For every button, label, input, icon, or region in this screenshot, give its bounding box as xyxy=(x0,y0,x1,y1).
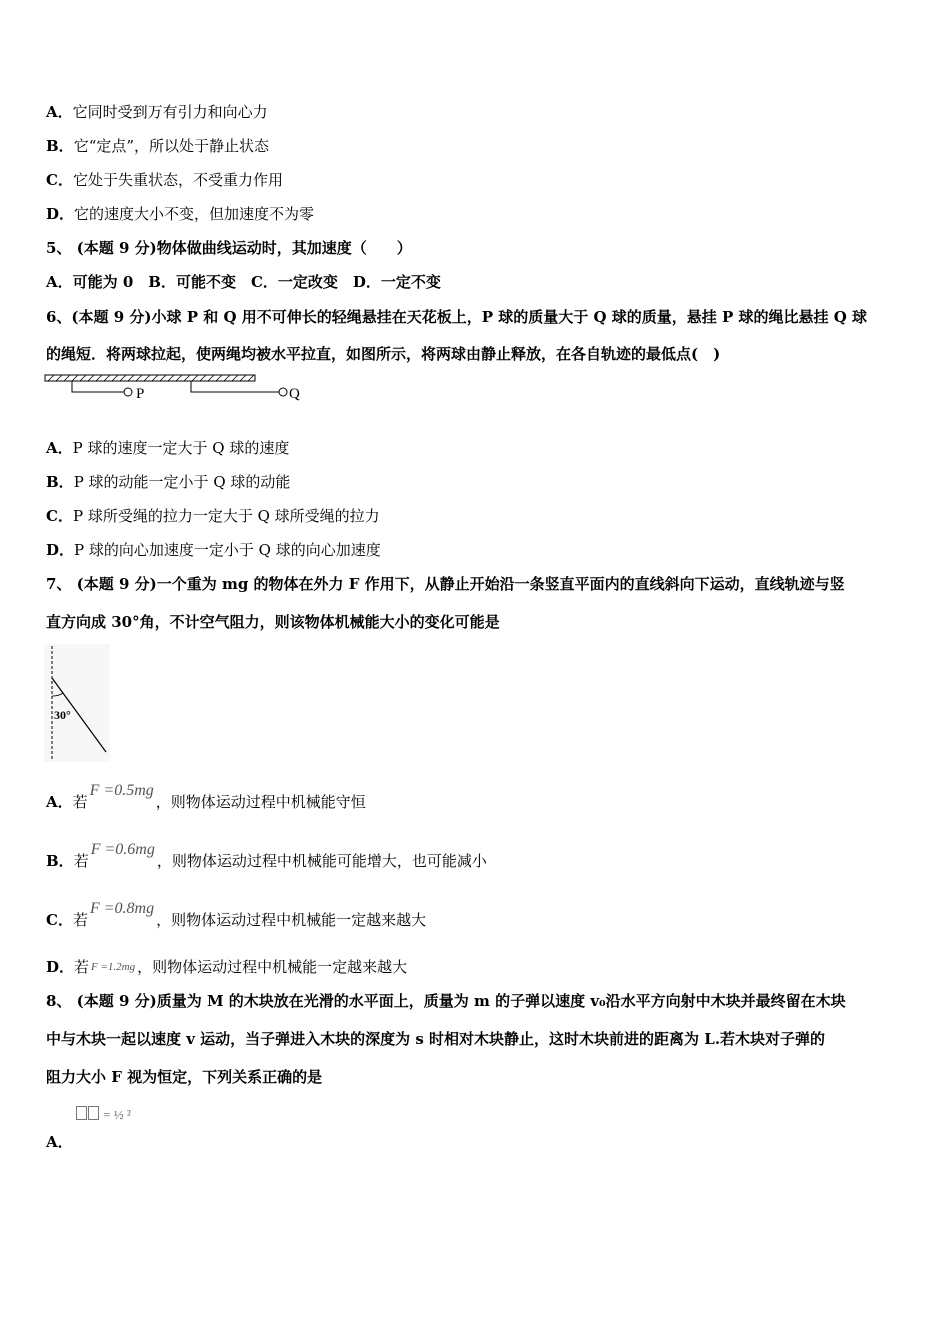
q8-option-a: A． xyxy=(46,1133,73,1151)
q7-option-c: C．若F =0.8mg，则物体运动过程中机械能一定越来越大 xyxy=(46,900,427,929)
label-q: Q xyxy=(289,386,300,402)
rope-q xyxy=(191,381,279,392)
missing-glyph xyxy=(76,1106,87,1120)
q7-incline-figure xyxy=(44,644,110,762)
q7-stem-line2: 直方向成 30°角，不计空气阻力，则该物体机械能大小的变化可能是 xyxy=(46,613,500,631)
label-p: P xyxy=(136,386,145,402)
q7-option-b: B．若F =0.6mg，则物体运动过程中机械能可能增大，也可能减小 xyxy=(46,841,487,870)
q6-stem-line1: 6、(本题 9 分)小球 P 和 Q 用不可伸长的轻绳悬挂在天花板上，P 球的质量大于 Q 球的质量，悬挂 P 球的绳比悬挂 Q 球 xyxy=(46,308,867,326)
q6-option-a: A．P 球的速度一定大于 Q 球的速度 xyxy=(46,439,290,457)
q8-formula-a: = ½ ² xyxy=(76,1106,131,1123)
q4-option-d: D．它的速度大小不变，但加速度不为零 xyxy=(46,205,315,223)
q6-option-c: C．P 球所受绳的拉力一定大于 Q 球所受绳的拉力 xyxy=(46,507,380,525)
ceiling xyxy=(45,375,255,381)
ball-p xyxy=(124,388,132,396)
q8-stem-line3: 阻力大小 F 视为恒定，下列关系正确的是 xyxy=(46,1068,323,1086)
q7-option-a: A．若F =0.5mg，则物体运动过程中机械能守恒 xyxy=(46,782,366,811)
missing-glyph xyxy=(88,1106,99,1120)
q6-pendulum-figure xyxy=(44,372,314,404)
q5-options: A．可能为 0 B．可能不变 C．一定改变 D．一定不变 xyxy=(46,273,441,291)
q4-option-c: C．它处于失重状态，不受重力作用 xyxy=(46,171,283,189)
q6-stem-line2: 的绳短．将两球拉起，使两绳均被水平拉直，如图所示，将两球由静止释放，在各自轨迹的最低点( ) xyxy=(46,345,721,363)
formula-d: F =1.2mg xyxy=(91,961,136,973)
q8-stem-line2: 中与木块一起以速度 v 运动，当子弹进入木块的深度为 s 时相对木块静止，这时木块前进的距离为 L.若木块对子弹的 xyxy=(46,1030,826,1048)
angle-label: 30° xyxy=(54,708,71,722)
q6-option-d: D．P 球的向心加速度一定小于 Q 球的向心加速度 xyxy=(46,541,381,559)
q4-option-a: A．它同时受到万有引力和向心力 xyxy=(46,103,268,121)
formula-b: F =0.6mg xyxy=(90,841,155,858)
q4-option-b: B．它“定点”，所以处于静止状态 xyxy=(46,137,270,155)
q6-option-b: B．P 球的动能一定小于 Q 球的动能 xyxy=(46,473,291,491)
q7-stem-line1: 7、 (本题 9 分)一个重为 mg 的物体在外力 F 作用下，从静止开始沿一条竖直平面内的直线斜向下运动，直线轨迹与竖 xyxy=(46,575,845,593)
ball-q xyxy=(279,388,287,396)
q7-option-d: D．若 F =1.2mg ，则物体运动过程中机械能一定越来越大 xyxy=(46,958,408,976)
formula-c: F =0.8mg xyxy=(89,900,155,917)
q8-stem-line1: 8、 (本题 9 分)质量为 M 的木块放在光滑的水平面上，质量为 m 的子弹以速度 v₀沿水平方向射中木块并最终留在木块 xyxy=(46,992,846,1010)
formula-a: F =0.5mg xyxy=(89,782,154,799)
rope-p xyxy=(72,381,124,392)
q5-stem: 5、 (本题 9 分)物体做曲线运动时，其加速度（ ） xyxy=(46,239,412,257)
